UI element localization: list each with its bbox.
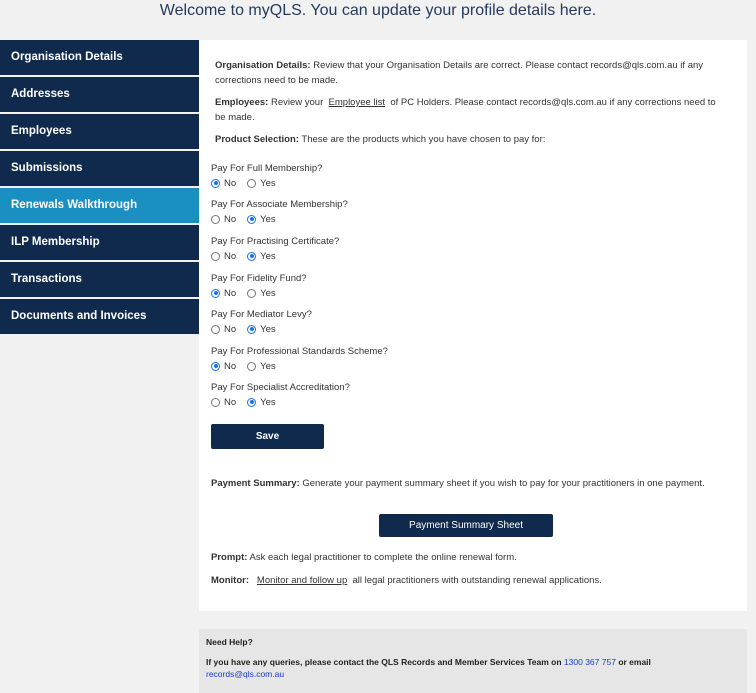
question-associate-membership xyxy=(211,198,348,226)
monitor-note xyxy=(211,574,731,589)
radio-option-no[interactable] xyxy=(211,178,236,189)
radio-label-no: No xyxy=(224,250,237,262)
employees-heading: Employees: xyxy=(215,97,269,108)
sidebar-item-addresses[interactable]: Addresses xyxy=(0,77,199,112)
employees-text-post: of PC Holders. Please contact records@qls.com.au if any corrections need to be made. xyxy=(215,97,716,123)
employee-list-link[interactable]: Employee list xyxy=(328,97,386,108)
radio-option-yes[interactable] xyxy=(247,214,276,225)
prompt-heading: Prompt: xyxy=(211,552,248,563)
save-button[interactable]: Save xyxy=(211,424,324,449)
prompt-note xyxy=(211,551,721,566)
radio-label-no: No xyxy=(224,213,237,225)
question-label: Pay For Fidelity Fund? xyxy=(211,273,307,284)
radio-option-no[interactable] xyxy=(211,251,236,262)
sidebar-item-ilp-membership[interactable]: ILP Membership xyxy=(0,225,199,260)
product-selection-note xyxy=(215,133,725,148)
radio-option-yes[interactable] xyxy=(247,361,276,372)
radio-group xyxy=(211,395,350,409)
help-phone-link[interactable]: 1300 367 757 xyxy=(563,657,616,667)
sidebar-item-organisation-details[interactable]: Organisation Details xyxy=(0,40,199,75)
help-box xyxy=(199,629,747,693)
monitor-follow-up-link[interactable]: Monitor and follow up xyxy=(256,575,348,586)
radio-button-yes[interactable] xyxy=(247,252,256,261)
product-selection-text: These are the products which you have chosen to pay for: xyxy=(301,134,546,145)
help-text-block xyxy=(206,656,740,680)
help-email-link[interactable]: records@qls.com.au xyxy=(206,669,285,679)
help-text: If you have any queries, please contact the QLS Records and Member Services Team on xyxy=(206,657,562,667)
employees-note xyxy=(215,96,725,125)
radio-button-yes[interactable] xyxy=(247,179,256,188)
question-label: Pay For Full Membership? xyxy=(211,163,323,174)
radio-group xyxy=(211,322,312,336)
radio-button-no[interactable] xyxy=(211,252,220,261)
radio-group xyxy=(211,249,339,263)
radio-button-no[interactable] xyxy=(211,325,220,334)
radio-label-no: No xyxy=(224,287,237,299)
question-professional-standards-scheme xyxy=(211,345,388,373)
question-practising-certificate xyxy=(211,235,339,263)
radio-label-yes: Yes xyxy=(260,250,276,262)
question-mediator-levy xyxy=(211,308,312,336)
radio-label-no: No xyxy=(224,396,237,408)
sidebar-nav xyxy=(0,40,199,336)
radio-button-yes[interactable] xyxy=(247,398,256,407)
radio-group xyxy=(211,359,388,373)
payment-summary-text: Generate your payment summary sheet if you wish to pay for your practitioners in one payment. xyxy=(302,478,705,489)
payment-summary-note xyxy=(211,477,711,492)
radio-option-yes[interactable] xyxy=(247,178,276,189)
radio-option-no[interactable] xyxy=(211,397,236,408)
radio-button-yes[interactable] xyxy=(247,215,256,224)
radio-option-yes[interactable] xyxy=(247,397,276,408)
question-label: Pay For Practising Certificate? xyxy=(211,236,340,247)
radio-button-no[interactable] xyxy=(211,215,220,224)
org-details-text: Review that your Organisation Details are correct. Please contact records@qls.com.au if any corrections need to be made. xyxy=(215,60,704,86)
organisation-details-note xyxy=(215,59,725,88)
radio-option-yes[interactable] xyxy=(247,324,276,335)
question-label: Pay For Professional Standards Scheme? xyxy=(211,346,388,357)
radio-option-no[interactable] xyxy=(211,288,236,299)
radio-button-yes[interactable] xyxy=(247,289,256,298)
radio-label-yes: Yes xyxy=(260,213,276,225)
monitor-text: all legal practitioners with outstanding renewal applications. xyxy=(352,575,602,586)
question-full-membership xyxy=(211,162,322,190)
main-panel xyxy=(199,40,747,611)
radio-group xyxy=(211,212,348,226)
help-or-email: or email xyxy=(618,657,651,667)
radio-label-no: No xyxy=(224,323,237,335)
employees-text-pre: Review your xyxy=(270,97,324,108)
question-label: Pay For Associate Membership? xyxy=(211,199,348,210)
question-specialist-accreditation xyxy=(211,381,350,409)
sidebar-item-transactions[interactable]: Transactions xyxy=(0,262,199,297)
question-label: Pay For Mediator Levy? xyxy=(211,309,312,320)
radio-label-yes: Yes xyxy=(260,396,276,408)
org-details-heading: Organisation Details: xyxy=(215,60,311,71)
radio-group xyxy=(211,176,322,190)
question-fidelity-fund xyxy=(211,272,307,300)
radio-button-no[interactable] xyxy=(211,289,220,298)
radio-option-no[interactable] xyxy=(211,324,236,335)
radio-label-yes: Yes xyxy=(260,287,276,299)
radio-label-no: No xyxy=(224,177,237,189)
radio-option-yes[interactable] xyxy=(247,251,276,262)
radio-label-yes: Yes xyxy=(260,360,276,372)
radio-button-yes[interactable] xyxy=(247,362,256,371)
radio-button-no[interactable] xyxy=(211,398,220,407)
radio-option-no[interactable] xyxy=(211,361,236,372)
prompt-text: Ask each legal practitioner to complete the online renewal form. xyxy=(249,552,517,563)
question-label: Pay For Specialist Accreditation? xyxy=(211,382,350,393)
radio-option-no[interactable] xyxy=(211,214,236,225)
payment-summary-heading: Payment Summary: xyxy=(211,478,300,489)
sidebar-item-employees[interactable]: Employees xyxy=(0,114,199,149)
payment-summary-sheet-button[interactable]: Payment Summary Sheet xyxy=(379,514,553,537)
page-title: Welcome to myQLS. You can update your profile details here. xyxy=(159,2,597,19)
sidebar-item-documents-invoices[interactable]: Documents and Invoices xyxy=(0,299,199,334)
radio-label-yes: Yes xyxy=(260,177,276,189)
radio-button-no[interactable] xyxy=(211,179,220,188)
sidebar-item-submissions[interactable]: Submissions xyxy=(0,151,199,186)
product-selection-heading: Product Selection: xyxy=(215,134,299,145)
radio-label-no: No xyxy=(224,360,237,372)
radio-label-yes: Yes xyxy=(260,323,276,335)
monitor-heading: Monitor: xyxy=(211,575,249,586)
help-title: Need Help? xyxy=(206,637,253,647)
radio-button-yes[interactable] xyxy=(247,325,256,334)
radio-group xyxy=(211,286,307,300)
radio-option-yes[interactable] xyxy=(247,288,276,299)
sidebar-item-renewals-walkthrough[interactable]: Renewals Walkthrough xyxy=(0,188,199,223)
radio-button-no[interactable] xyxy=(211,362,220,371)
